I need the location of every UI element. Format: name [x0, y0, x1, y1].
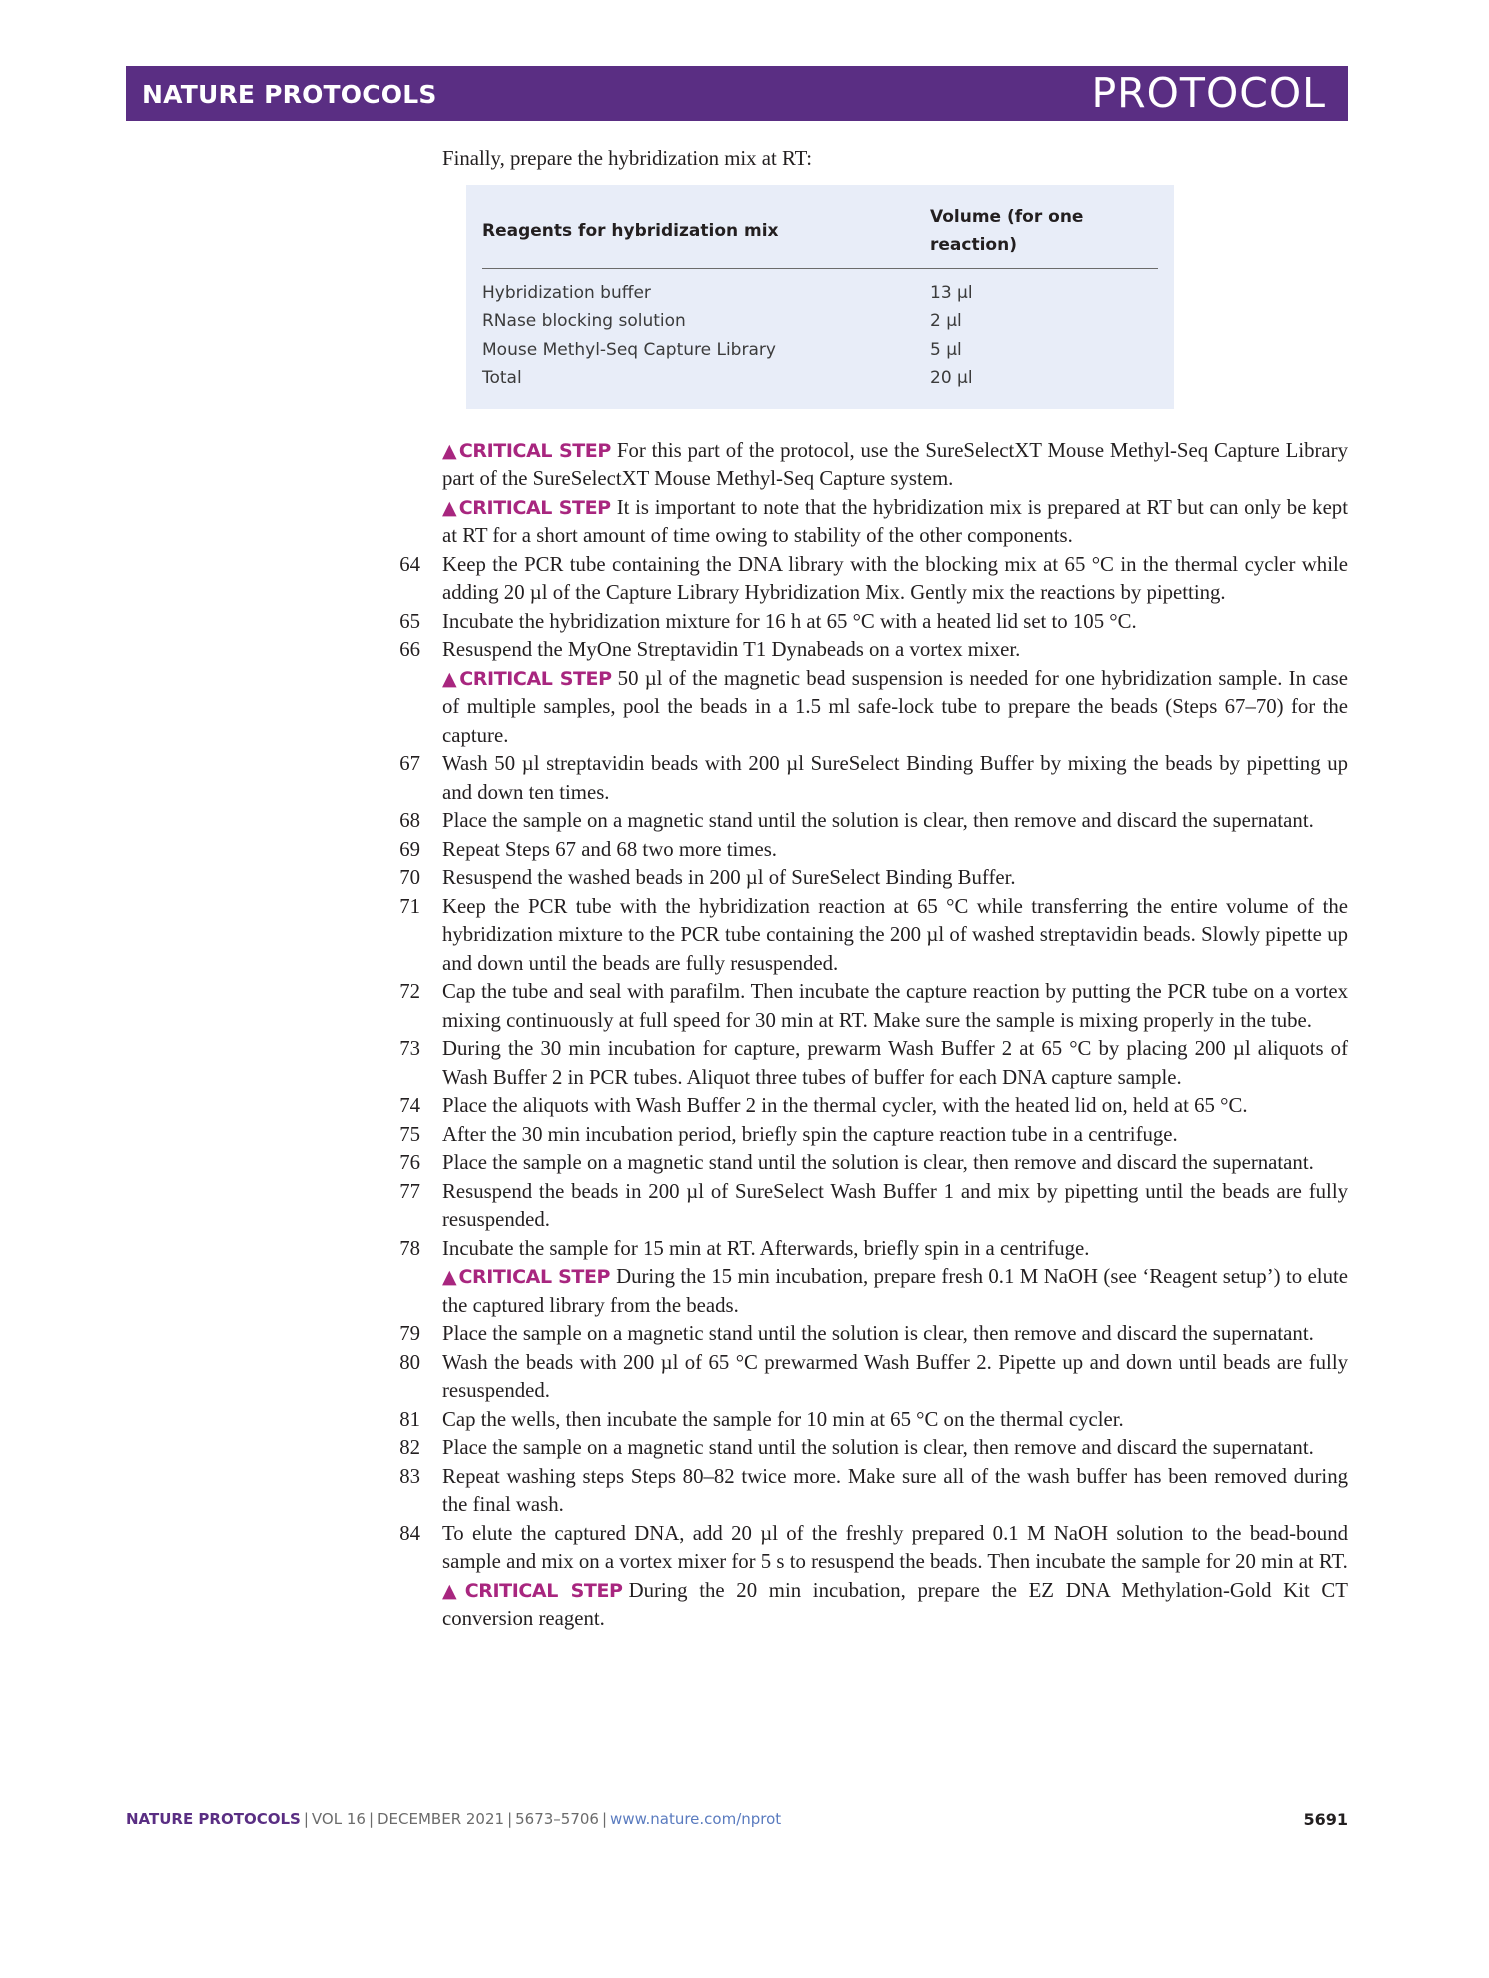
step-text-block	[442, 1092, 1348, 1121]
table-cell: 2 µl	[930, 311, 962, 332]
step-text: Cap the wells, then incubate the sample for 10 min at 65 °C on the thermal cycler.	[442, 1407, 1124, 1431]
step-text-block	[442, 1035, 1348, 1092]
step-number: 73	[399, 1037, 420, 1061]
step-text: Keep the PCR tube with the hybridization reaction at 65 °C while transferring the entire volume of the hybridization mixture to the PCR tube containing the 200 µl of washed streptavidin beads. Slowly pipette up and down until the beads are fully resuspended.	[442, 894, 1348, 975]
step-number: 67	[399, 752, 420, 776]
step-number	[380, 1577, 442, 1634]
step-text: For this part of the protocol, use the SureSelectXT Mouse Methyl-Seq Capture Library part of the SureSelectXT Mouse Methyl-Seq Capture system.	[442, 438, 1348, 491]
critical-step-label	[442, 668, 612, 690]
procedure-step	[380, 978, 1348, 1035]
step-text-block	[442, 1121, 1348, 1150]
step-number: 76	[399, 1151, 420, 1175]
step-number: 78	[399, 1236, 420, 1260]
warning-triangle-icon: ▲	[442, 439, 457, 462]
footer-volume: VOL 16	[311, 1810, 366, 1828]
procedure-step	[380, 1406, 1348, 1435]
step-number: 84	[399, 1521, 420, 1545]
step-text: Place the sample on a magnetic stand until the solution is clear, then remove and discard the supernatant.	[442, 809, 1314, 833]
step-text-block	[442, 1320, 1348, 1349]
table-row	[482, 307, 1158, 336]
step-number: 69	[399, 837, 420, 861]
main-content	[380, 145, 1348, 1634]
step-text-block	[442, 1577, 1348, 1634]
step-number: 77	[399, 1179, 420, 1203]
step-number: 66	[399, 638, 420, 662]
table-header-reagent: Reagents for hybridization mix	[482, 197, 930, 269]
procedure-step	[380, 807, 1348, 836]
step-text-block	[442, 1520, 1348, 1577]
step-text-block	[442, 1178, 1348, 1235]
procedure-step	[380, 551, 1348, 608]
step-text: Incubate the sample for 15 min at RT. Afterwards, briefly spin in a centrifuge.	[442, 1236, 1090, 1260]
table-cell: 5 µl	[930, 339, 962, 360]
step-text: Resuspend the washed beads in 200 µl of SureSelect Binding Buffer.	[442, 866, 1016, 890]
step-text: Incubate the hybridization mixture for 16 h at 65 °C with a heated lid set to 105 °C.	[442, 609, 1137, 633]
step-text-block	[442, 1349, 1348, 1406]
table-row	[482, 364, 1158, 401]
step-text: 50 µl of the magnetic bead suspension is needed for one hybridization sample. In case of multiple samples, pool the beads in a 1.5 ml safe-lock tube to prepare the beads (Steps 67–70) for the capture.	[442, 666, 1348, 747]
critical-step-word: CRITICAL STEP	[464, 1579, 623, 1602]
critical-step-word: CRITICAL STEP	[459, 667, 612, 690]
critical-step-note	[380, 1577, 1348, 1634]
page-number: 5691	[1303, 1810, 1348, 1829]
critical-step-label	[442, 497, 611, 519]
step-number: 64	[399, 552, 420, 576]
step-text: Place the sample on a magnetic stand until the solution is clear, then remove and discard the supernatant.	[442, 1322, 1314, 1346]
procedure-step	[380, 1463, 1348, 1520]
step-text-block	[442, 978, 1348, 1035]
procedure-step	[380, 1235, 1348, 1264]
critical-step-word: CRITICAL STEP	[458, 496, 611, 519]
table-cell: Mouse Methyl-Seq Capture Library	[482, 339, 776, 360]
step-number: 82	[399, 1436, 420, 1460]
procedure-step	[380, 1520, 1348, 1577]
step-number: 68	[399, 809, 420, 833]
procedure-step	[380, 864, 1348, 893]
step-text: It is important to note that the hybridization mix is prepared at RT but can only be kept at RT for a short amount of time owing to stability of the other components.	[442, 495, 1348, 548]
intro-text: Finally, prepare the hybridization mix at RT:	[442, 147, 813, 170]
journal-name: NATURE PROTOCOLS	[142, 80, 437, 109]
step-number: 71	[399, 894, 420, 918]
warning-triangle-icon: ▲	[442, 1266, 457, 1289]
procedure-step	[380, 1349, 1348, 1406]
step-text-block	[442, 551, 1348, 608]
procedure-step	[380, 1320, 1348, 1349]
page-header	[126, 66, 1348, 121]
step-number: 81	[399, 1407, 420, 1431]
procedure-step	[380, 893, 1348, 979]
step-text-block	[442, 608, 1348, 637]
step-text: Place the aliquots with Wash Buffer 2 in the thermal cycler, with the heated lid on, held at 65 °C.	[442, 1094, 1248, 1118]
procedure-step	[380, 1092, 1348, 1121]
procedure-step	[380, 1035, 1348, 1092]
warning-triangle-icon: ▲	[442, 496, 457, 519]
step-text: Wash 50 µl streptavidin beads with 200 µl SureSelect Binding Buffer by mixing the beads by pipetting up and down ten times.	[442, 752, 1348, 804]
step-text: Place the sample on a magnetic stand until the solution is clear, then remove and discard the supernatant.	[442, 1436, 1314, 1460]
step-text-block	[442, 494, 1348, 551]
page-footer: NATURE PROTOCOLS | VOL 16 | DECEMBER 2021 | 5673–5706 | www.nature.com/nprot 5691	[126, 1810, 1348, 1829]
procedure-step	[380, 636, 1348, 665]
procedure-step	[380, 1434, 1348, 1463]
critical-step-word: CRITICAL STEP	[458, 1266, 611, 1289]
step-text-block	[442, 864, 1348, 893]
step-text: Wash the beads with 200 µl of 65 °C prewarmed Wash Buffer 2. Pipette up and down until beads are fully resuspended.	[442, 1350, 1348, 1403]
step-number	[380, 494, 442, 551]
step-text-block	[442, 807, 1348, 836]
critical-step-label	[442, 1580, 623, 1602]
footer-pages: 5673–5706	[515, 1810, 599, 1828]
critical-step-note	[380, 494, 1348, 551]
step-number: 70	[399, 866, 420, 890]
critical-step-note	[380, 1263, 1348, 1320]
critical-step-word: CRITICAL STEP	[458, 439, 611, 462]
step-number: 74	[399, 1094, 420, 1118]
table-cell: RNase blocking solution	[482, 311, 686, 332]
step-text: Resuspend the MyOne Streptavidin T1 Dynabeads on a vortex mixer.	[442, 638, 1021, 662]
step-text: Resuspend the beads in 200 µl of SureSelect Wash Buffer 1 and mix by pipetting until the beads are fully resuspended.	[442, 1179, 1348, 1232]
warning-triangle-icon: ▲	[442, 1579, 463, 1602]
procedure-step	[380, 836, 1348, 865]
table-row	[482, 336, 1158, 365]
footer-journal: NATURE PROTOCOLS	[126, 1810, 301, 1828]
step-number: 65	[399, 609, 420, 633]
step-text-block	[442, 1149, 1348, 1178]
step-text-block	[442, 893, 1348, 979]
step-number	[380, 665, 442, 751]
step-text-block	[442, 836, 1348, 865]
step-text: Repeat Steps 67 and 68 two more times.	[442, 837, 778, 861]
step-text: During the 30 min incubation for capture, prewarm Wash Buffer 2 at 65 °C by placing 200 µl aliquots of Wash Buffer 2 in PCR tubes. Aliquot three tubes of buffer for each DNA capture sample.	[442, 1037, 1348, 1089]
step-text: After the 30 min incubation period, briefly spin the capture reaction tube in a centrifuge.	[442, 1122, 1178, 1146]
table-cell: Hybridization buffer	[482, 282, 651, 303]
step-text-block	[442, 636, 1348, 665]
step-number: 72	[399, 980, 420, 1004]
step-text: During the 20 min incubation, prepare the EZ DNA Methylation-Gold Kit CT conversion reagent.	[442, 1578, 1348, 1631]
critical-step-label	[442, 1266, 610, 1288]
table-header-row	[482, 197, 1158, 269]
procedure-steps	[380, 437, 1348, 1634]
article-type: PROTOCOL	[1091, 69, 1326, 117]
warning-triangle-icon: ▲	[442, 667, 458, 690]
step-text-block	[442, 1263, 1348, 1320]
step-number: 80	[399, 1350, 420, 1374]
step-text: To elute the captured DNA, add 20 µl of the freshly prepared 0.1 M NaOH solution to the bead-bound sample and mix on a vortex mixer for 5 s to resuspend the beads. Then incubate the sample for 20 min at RT.	[442, 1521, 1348, 1574]
table-cell: Total	[482, 368, 522, 389]
step-text: Repeat washing steps Steps 80–82 twice more. Make sure all of the wash buffer has been removed during the final wash.	[442, 1464, 1348, 1517]
step-text-block	[442, 1434, 1348, 1463]
step-text-block	[442, 665, 1348, 751]
step-number: 75	[399, 1122, 420, 1146]
step-text-block	[442, 1406, 1348, 1435]
table-header-volume: Volume (for one reaction)	[930, 197, 1158, 269]
step-number: 79	[399, 1322, 420, 1346]
procedure-step	[380, 1178, 1348, 1235]
table-cell: 20 µl	[930, 368, 973, 389]
footer-url-link[interactable]: www.nature.com/nprot	[610, 1810, 782, 1828]
step-number	[380, 437, 442, 494]
procedure-step	[380, 608, 1348, 637]
critical-step-note	[380, 437, 1348, 494]
step-text-block	[442, 437, 1348, 494]
procedure-step	[380, 1149, 1348, 1178]
step-text-block	[442, 1463, 1348, 1520]
table-row	[482, 268, 1158, 307]
step-text-block	[442, 1235, 1348, 1264]
step-text: Cap the tube and seal with parafilm. Then incubate the capture reaction by putting the PCR tube on a vortex mixing continuously at full speed for 30 min at RT. Make sure the sample is mixing properly in the tube.	[442, 980, 1348, 1032]
table-cell: 13 µl	[930, 282, 973, 303]
step-text: Place the sample on a magnetic stand until the solution is clear, then remove and discard the supernatant.	[442, 1151, 1314, 1175]
step-number: 83	[399, 1464, 420, 1488]
procedure-step	[380, 750, 1348, 807]
footer-date: DECEMBER 2021	[377, 1810, 505, 1828]
reagent-table	[466, 185, 1174, 409]
critical-step-note	[380, 665, 1348, 751]
step-number	[380, 1263, 442, 1320]
procedure-step	[380, 1121, 1348, 1150]
step-text: Keep the PCR tube containing the DNA library with the blocking mix at 65 °C in the thermal cycler while adding 20 µl of the Capture Library Hybridization Mix. Gently mix the reactions by pipetting.	[442, 552, 1348, 605]
critical-step-label	[442, 440, 611, 462]
step-text: During the 15 min incubation, prepare fresh 0.1 M NaOH (see ‘Reagent setup’) to elute the captured library from the beads.	[442, 1265, 1348, 1317]
step-text-block	[442, 750, 1348, 807]
